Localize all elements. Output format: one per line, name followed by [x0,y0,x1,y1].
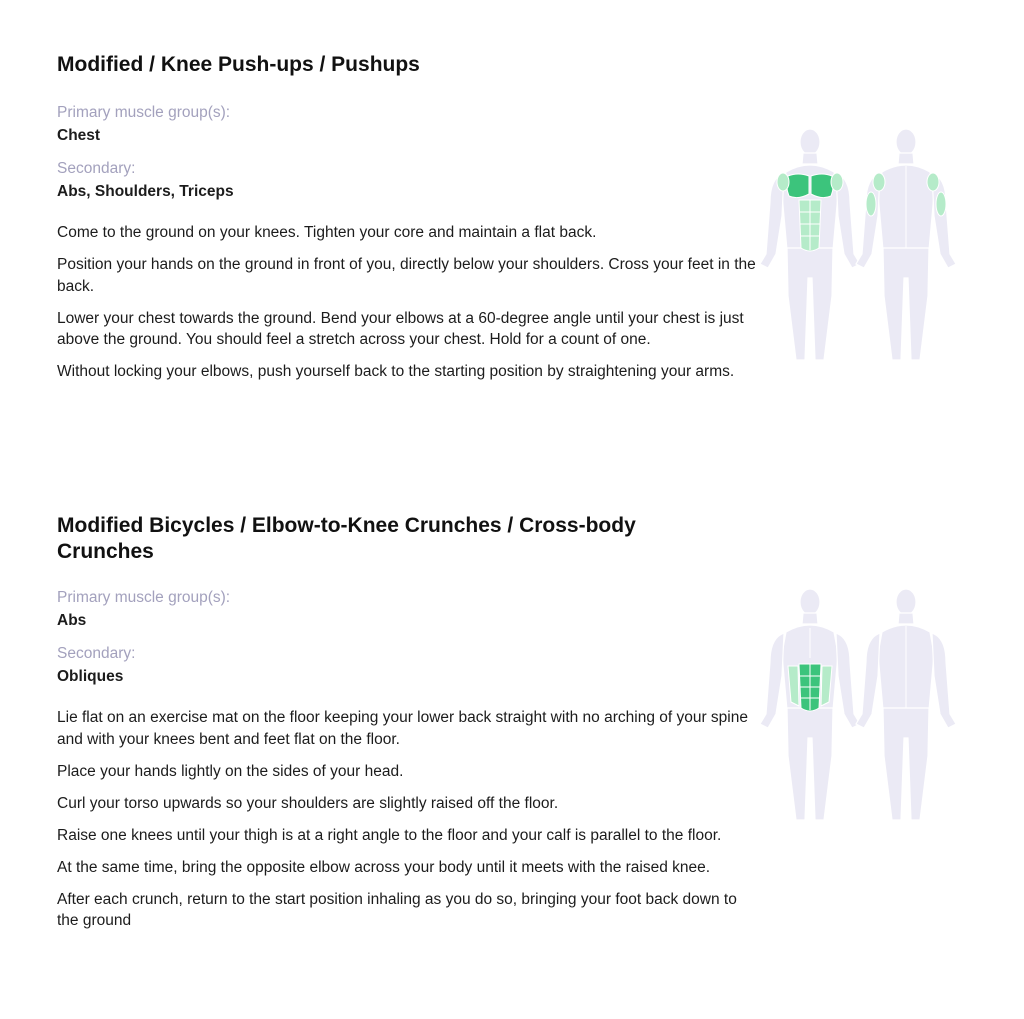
muscle-diagram-pushups [758,128,958,368]
exercise-card-pushups [57,52,757,393]
exercise-title: Modified Bicycles / Elbow-to-Knee Crunches / Cross-body Crunches [57,514,636,563]
primary-muscle-label: Primary muscle group(s): [57,104,231,121]
body-front-figure [760,129,860,360]
instruction-step: Lower your chest towards the ground. Bend your elbows at a 60-degree angle until your chest is just above the ground. You should feel a stretch across your chest. Hold for a count of one. [57,309,744,348]
primary-muscle-value: Abs [57,612,87,629]
exercise-card-bicycles [57,513,757,942]
body-front-figure [760,589,860,820]
exercise-title: Modified / Knee Push-ups / Pushups [57,53,420,76]
instruction-step: Come to the ground on your knees. Tighten your core and maintain a flat back. [57,224,597,241]
instruction-step: Place your hands lightly on the sides of your head. [57,762,404,780]
secondary-muscle-label: Secondary: [57,160,136,177]
secondary-muscle-label: Secondary: [57,645,136,662]
primary-muscle-value: Chest [57,127,101,144]
primary-muscle-label: Primary muscle group(s): [57,589,231,606]
instruction-step: At the same time, bring the opposite elbow across your body until it meets with the raised knee. [57,858,711,876]
instruction-step: Curl your torso upwards so your shoulders are slightly raised off the floor. [57,794,559,812]
secondary-muscle-value: Abs, Shoulders, Triceps [57,183,234,200]
body-back-figure [856,129,956,360]
muscle-diagram-bicycles [758,588,958,828]
abs-muscle [799,664,821,711]
abs-muscle [799,200,821,251]
secondary-muscle-value: Obliques [57,668,124,685]
instruction-step: Lie flat on an exercise mat on the floor keeping your lower back straight with no arching of your spine and with your knees bent and feet flat on the floor. [57,709,748,748]
instruction-steps [57,707,757,932]
instruction-steps [57,222,757,383]
instruction-step: After each crunch, return to the start position inhaling as you do so, bringing your foot back down to the ground [57,890,737,929]
anatomy-figure-icon [758,128,958,368]
instruction-step: Position your hands on the ground in front of you, directly below your shoulders. Cross your feet in the back. [57,256,756,295]
body-back-figure [856,589,956,820]
instruction-step: Raise one knees until your thigh is at a right angle to the floor and your calf is parallel to the floor. [57,826,722,844]
anatomy-figure-icon [758,588,958,828]
instruction-step: Without locking your elbows, push yourself back to the starting position by straightening your arms. [57,363,735,380]
